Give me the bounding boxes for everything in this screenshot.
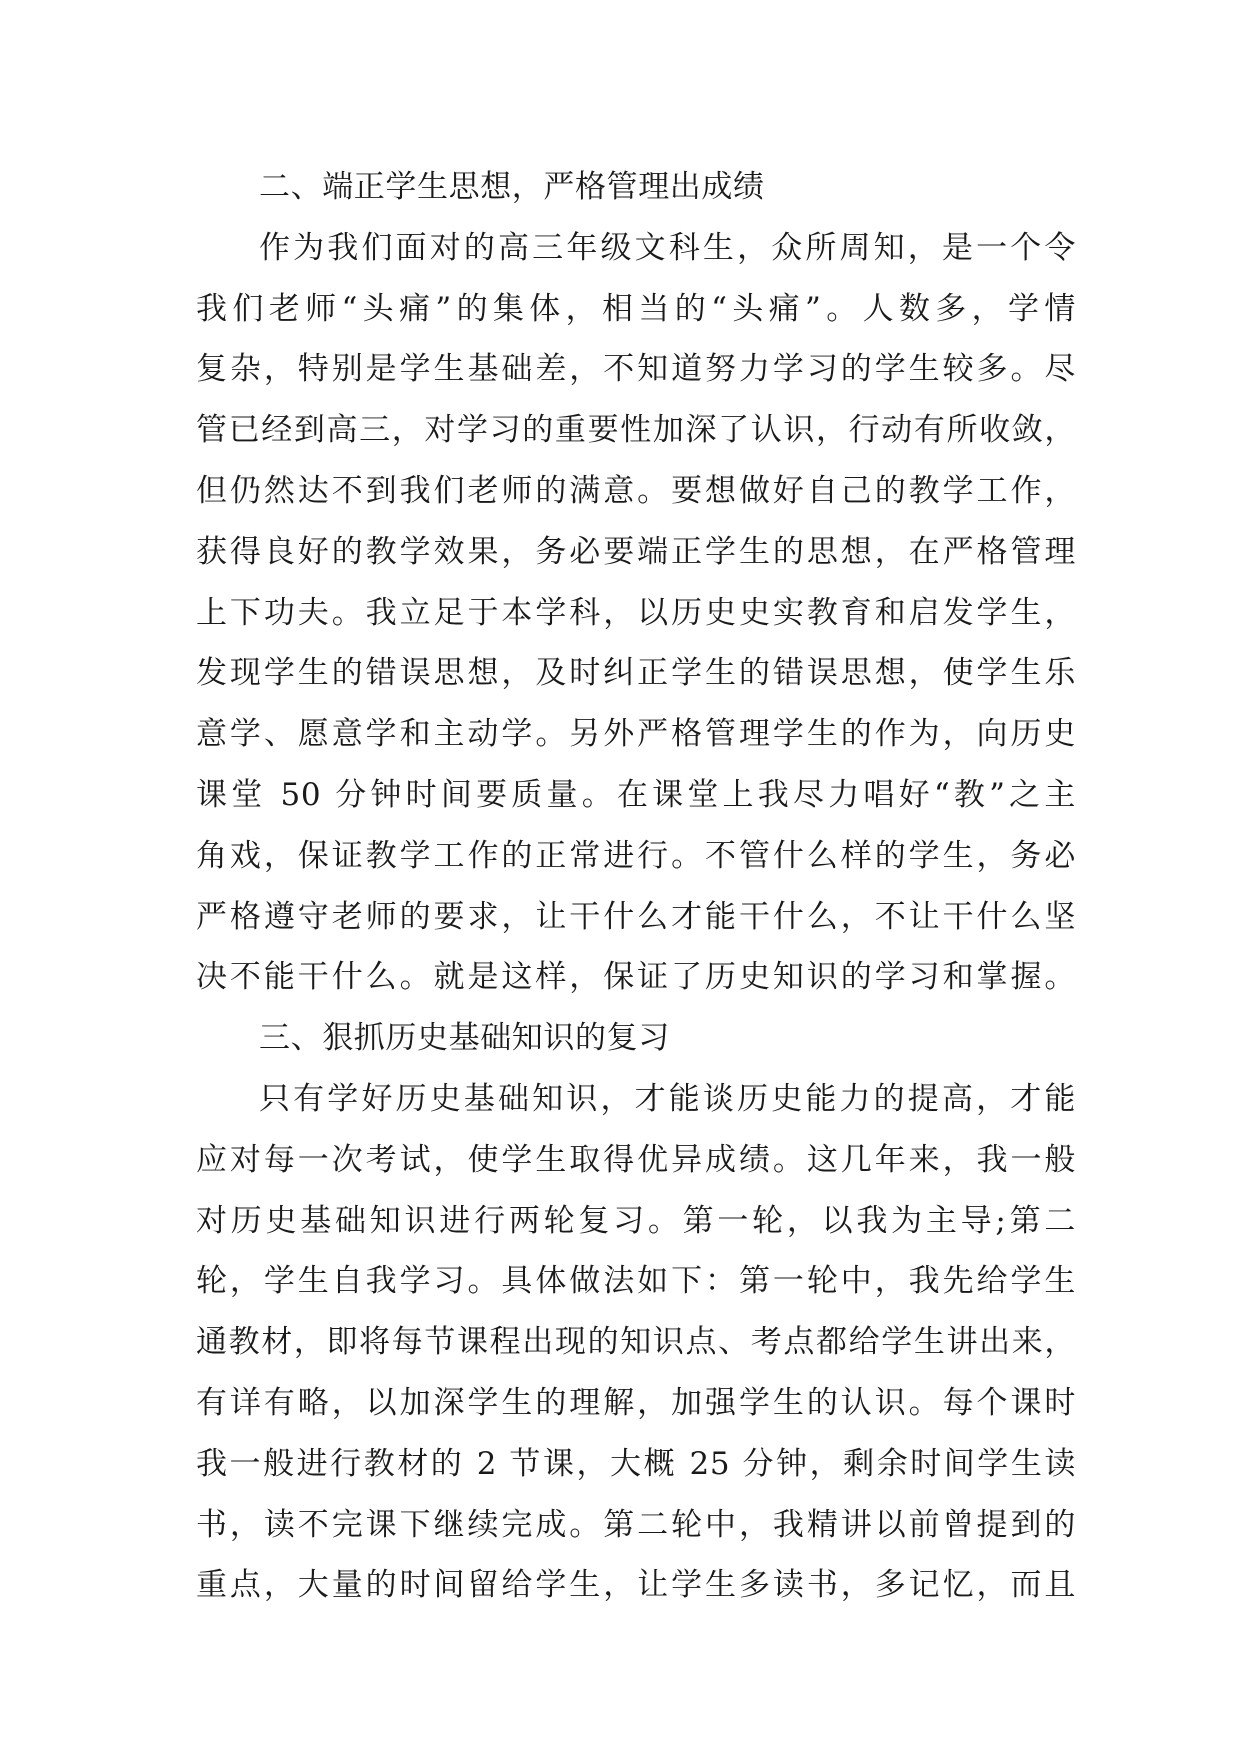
paragraph-line: 发现学生的错误思想，及时纠正学生的错误思想，使学生乐 bbox=[196, 655, 1076, 692]
paragraph-line: 我们老师“头痛”的集体，相当的“头痛”。人数多，学情 bbox=[196, 290, 1076, 327]
section-heading: 三、狠抓历史基础知识的复习 bbox=[259, 1020, 670, 1057]
paragraph-line: 有详有略，以加深学生的理解，加强学生的认识。每个课时 bbox=[196, 1384, 1076, 1421]
paragraph-line: 对历史基础知识进行两轮复习。第一轮，以我为主导;第二 bbox=[196, 1202, 1076, 1239]
paragraph-line: 重点，大量的时间留给学生，让学生多读书，多记忆，而且 bbox=[196, 1567, 1076, 1604]
paragraph-line: 课堂 50 分钟时间要质量。在课堂上我尽力唱好“教”之主 bbox=[196, 776, 1076, 813]
paragraph-line: 获得良好的教学效果，务必要端正学生的思想，在严格管理 bbox=[196, 533, 1076, 570]
paragraph-line: 只有学好历史基础知识，才能谈历史能力的提高，才能 bbox=[259, 1080, 1076, 1117]
section-heading: 二、端正学生思想，严格管理出成绩 bbox=[259, 169, 765, 205]
paragraph-line: 作为我们面对的高三年级文科生，众所周知，是一个令 bbox=[259, 229, 1076, 266]
paragraph-line: 意学、愿意学和主动学。另外严格管理学生的作为，向历史 bbox=[196, 716, 1076, 753]
paragraph-line: 管已经到高三，对学习的重要性加深了认识，行动有所收敛， bbox=[196, 412, 1076, 449]
paragraph-line: 书，读不完课下继续完成。第二轮中，我精讲以前曾提到的 bbox=[196, 1506, 1076, 1543]
paragraph-line: 严格遵守老师的要求，让干什么才能干什么，不让干什么坚 bbox=[196, 898, 1076, 935]
paragraph-line: 角戏，保证教学工作的正常进行。不管什么样的学生，务必 bbox=[196, 837, 1076, 874]
paragraph-line: 但仍然达不到我们老师的满意。要想做好自己的教学工作， bbox=[196, 472, 1076, 509]
paragraph-line: 通教材，即将每节课程出现的知识点、考点都给学生讲出来， bbox=[196, 1324, 1076, 1361]
paragraph-line: 复杂，特别是学生基础差，不知道努力学习的学生较多。尽 bbox=[196, 351, 1076, 388]
paragraph-line: 上下功夫。我立足于本学科，以历史史实教育和启发学生， bbox=[196, 594, 1076, 631]
document-body bbox=[196, 157, 1076, 1616]
paragraph-line: 轮，学生自我学习。具体做法如下：第一轮中，我先给学生 bbox=[196, 1263, 1076, 1300]
paragraph-line: 决不能干什么。就是这样，保证了历史知识的学习和掌握。 bbox=[196, 959, 1076, 996]
paragraph-line: 应对每一次考试，使学生取得优异成绩。这几年来，我一般 bbox=[196, 1141, 1076, 1178]
paragraph-line: 我一般进行教材的 2 节课，大概 25 分钟，剩余时间学生读 bbox=[196, 1445, 1076, 1482]
